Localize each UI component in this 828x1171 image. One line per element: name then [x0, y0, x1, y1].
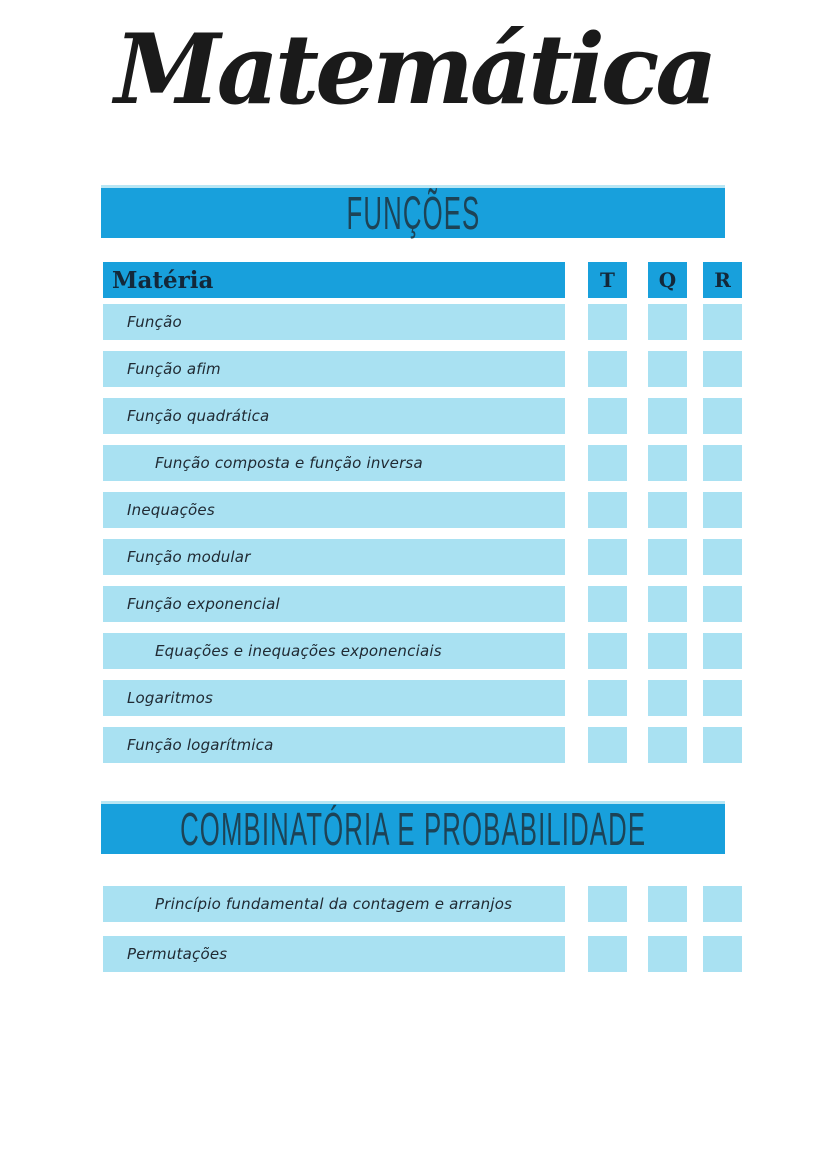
column-header-r: R — [703, 262, 742, 298]
checkbox-r[interactable] — [703, 727, 742, 763]
section-banner-combinatoria — [101, 801, 725, 854]
table-row — [0, 680, 828, 716]
checkbox-r[interactable] — [703, 633, 742, 669]
checkbox-r[interactable] — [703, 586, 742, 622]
checkbox-t[interactable] — [588, 727, 627, 763]
checkbox-q[interactable] — [648, 886, 687, 922]
row-label-text: Inequações — [127, 501, 215, 519]
checkbox-r[interactable] — [703, 539, 742, 575]
table-row — [0, 539, 828, 575]
table-row — [0, 398, 828, 434]
row-label-text: Função quadrática — [127, 407, 270, 425]
checkbox-q[interactable] — [648, 936, 687, 972]
row-label-funcao-quadratica — [103, 398, 565, 434]
checkbox-t[interactable] — [588, 304, 627, 340]
row-label-logaritmos — [103, 680, 565, 716]
table-row — [0, 886, 828, 922]
table-row — [0, 586, 828, 622]
row-label-funcao-composta-inversa — [103, 445, 565, 481]
row-label-text: Função exponencial — [127, 595, 280, 613]
row-label-equacoes-inequacoes-exponenciais — [103, 633, 565, 669]
column-header-t: T — [588, 262, 627, 298]
table-header — [0, 262, 828, 298]
row-label-funcao-modular — [103, 539, 565, 575]
materia-header-label: Matéria — [112, 266, 214, 294]
checkbox-r[interactable] — [703, 304, 742, 340]
checkbox-t[interactable] — [588, 633, 627, 669]
checkbox-t[interactable] — [588, 680, 627, 716]
checkbox-q[interactable] — [648, 304, 687, 340]
table-row — [0, 445, 828, 481]
section-banner-funcoes — [101, 185, 725, 238]
checkbox-r[interactable] — [703, 351, 742, 387]
row-label-funcao-afim — [103, 351, 565, 387]
column-header-q: Q — [648, 262, 687, 298]
checkbox-t[interactable] — [588, 539, 627, 575]
row-label-text: Permutações — [127, 945, 228, 963]
checkbox-t[interactable] — [588, 492, 627, 528]
table-row — [0, 936, 828, 972]
row-label-inequacoes — [103, 492, 565, 528]
checkbox-q[interactable] — [648, 351, 687, 387]
checkbox-q[interactable] — [648, 445, 687, 481]
checkbox-t[interactable] — [588, 886, 627, 922]
checkbox-q[interactable] — [648, 492, 687, 528]
row-label-text: Logaritmos — [127, 689, 214, 707]
checkbox-t[interactable] — [588, 351, 627, 387]
row-label-text: Função modular — [127, 548, 251, 566]
section-title-combinatoria: COMBINATÓRIA E PROBABILIDADE — [179, 803, 647, 855]
row-label-text: Função logarítmica — [127, 736, 274, 754]
checkbox-q[interactable] — [648, 633, 687, 669]
page-title: Matemática — [114, 13, 714, 126]
checkbox-t[interactable] — [588, 445, 627, 481]
combinatoria-row-list — [0, 886, 828, 972]
table-row — [0, 304, 828, 340]
checkbox-q[interactable] — [648, 398, 687, 434]
table-row — [0, 727, 828, 763]
row-label-text: Função — [127, 313, 182, 331]
checkbox-t[interactable] — [588, 586, 627, 622]
checkbox-q[interactable] — [648, 586, 687, 622]
row-label-funcao-logaritmica — [103, 727, 565, 763]
checkbox-q[interactable] — [648, 680, 687, 716]
checkbox-r[interactable] — [703, 398, 742, 434]
table-row — [0, 633, 828, 669]
row-label-text: Função composta e função inversa — [155, 454, 423, 472]
row-label-text: Princípio fundamental da contagem e arranjos — [155, 895, 513, 913]
column-header-materia — [103, 262, 565, 298]
row-label-text: Equações e inequações exponenciais — [155, 642, 442, 660]
row-label-funcao — [103, 304, 565, 340]
checkbox-r[interactable] — [703, 492, 742, 528]
section-title-funcoes: FUNÇÕES — [346, 187, 480, 239]
row-label-permutacoes — [103, 936, 565, 972]
checkbox-r[interactable] — [703, 936, 742, 972]
checkbox-t[interactable] — [588, 398, 627, 434]
checkbox-r[interactable] — [703, 886, 742, 922]
checkbox-q[interactable] — [648, 727, 687, 763]
row-label-text: Função afim — [127, 360, 221, 378]
funcoes-row-list — [0, 304, 828, 763]
table-row — [0, 351, 828, 387]
row-label-principio-fundamental — [103, 886, 565, 922]
checkbox-t[interactable] — [588, 936, 627, 972]
checkbox-r[interactable] — [703, 445, 742, 481]
row-label-funcao-exponencial — [103, 586, 565, 622]
table-row — [0, 492, 828, 528]
checkbox-r[interactable] — [703, 680, 742, 716]
checkbox-q[interactable] — [648, 539, 687, 575]
